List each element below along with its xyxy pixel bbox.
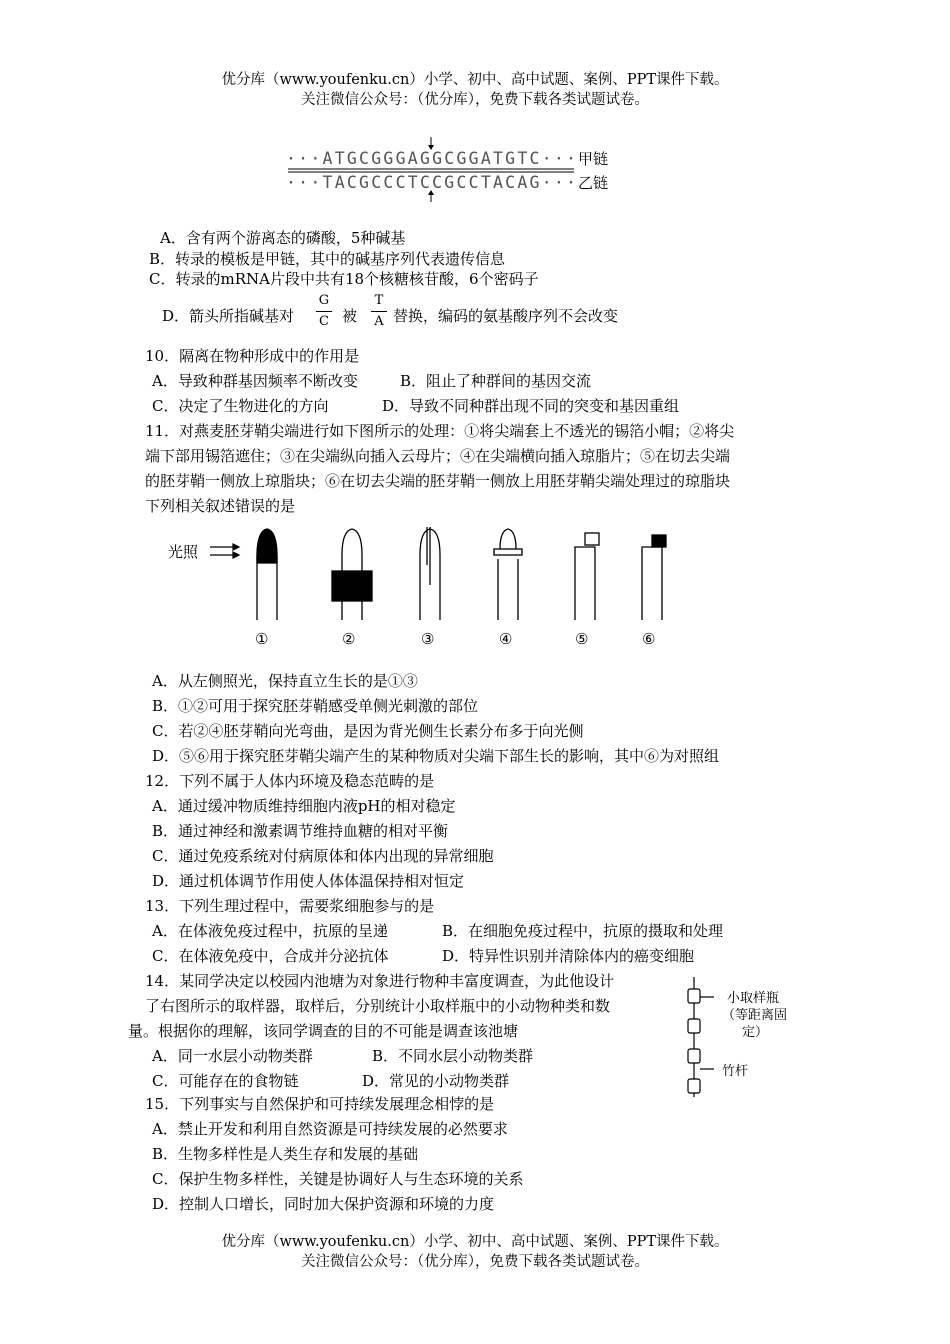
q13-option-b: B．在细胞免疫过程中，抗原的摄取和处理 xyxy=(442,922,724,940)
fraction-gc xyxy=(314,293,334,329)
q12-option-c: C．通过免疫系统对付病原体和体内出现的异常细胞 xyxy=(152,847,494,865)
q9-option-c: C．转录的mRNA片段中共有18个核糖核苷酸，6个密码子 xyxy=(149,270,539,288)
sample-bottle-3 xyxy=(688,1049,700,1063)
q13-option-a: A．在体液免疫过程中，抗原的呈递 xyxy=(152,922,388,940)
coleoptile-1 xyxy=(257,529,277,620)
q11-stem-line2: 端下部用锡箔遮住；③在尖端纵向插入云母片；④在尖端横向插入琼脂片；⑤在切去尖端 xyxy=(145,447,731,465)
q11-stem-line3: 的胚芽鞘一侧放上琼脂块；⑥在切去尖端的胚芽鞘一侧放上用胚芽鞘尖端处理过的琼脂块 xyxy=(145,472,731,490)
q15-option-b: B．生物多样性是人类生存和发展的基础 xyxy=(152,1145,419,1163)
q14-option-b: B．不同水层小动物类群 xyxy=(372,1047,534,1065)
q10-option-c: C．决定了生物进化的方向 xyxy=(152,397,329,415)
q14-stem-line1: 14．某同学决定以校园内池塘为对象进行物种丰富度调查，为此他设计 xyxy=(145,972,615,990)
fig-label-1: ① xyxy=(255,630,269,648)
q14-option-c: C．可能存在的食物链 xyxy=(152,1072,299,1090)
q11-stem-line1: 11．对燕麦胚芽鞘尖端进行如下图所示的处理：①将尖端套上不透光的锡箔小帽；②将尖 xyxy=(145,422,735,440)
chain-label-yi: 乙链 xyxy=(578,174,609,192)
sample-bottle-4 xyxy=(688,1079,700,1093)
fraction-ta xyxy=(369,293,389,329)
sampler-label-note2: 定） xyxy=(742,1025,769,1040)
fraction-gc-top: G xyxy=(318,293,330,308)
q9-option-d-pre: D．箭头所指碱基对 xyxy=(162,307,295,325)
q14-option-d: D．常见的小动物类群 xyxy=(362,1072,510,1090)
q14-option-a: A．同一水层小动物类群 xyxy=(152,1047,313,1065)
fraction-ta-top: T xyxy=(374,293,384,308)
q10-option-b: B．阻止了种群间的基因交流 xyxy=(400,372,592,390)
q14-stem-line3: 量。根据你的理解，该同学调查的目的不可能是调查该池塘 xyxy=(128,1022,519,1040)
fraction-ta-bottom: A xyxy=(374,314,384,329)
chain-label-jia: 甲链 xyxy=(578,150,609,168)
q11-stem-line4: 下列相关叙述错误的是 xyxy=(145,497,296,515)
coleoptile-figure xyxy=(205,525,685,625)
sampler-label-note: （等距离固 xyxy=(722,1008,788,1023)
dna-chain-1: ···ATGCGGGAGGCGGATGTC··· xyxy=(286,149,576,168)
q10-stem: 10．隔离在物种形成中的作用是 xyxy=(145,347,360,365)
page-header-line1: 优分库（www.youfenku.cn）小学、初中、高中试题、案例、PPT课件下载。 xyxy=(221,72,729,88)
q9-option-b: B．转录的模板是甲链，其中的碱基序列代表遗传信息 xyxy=(149,250,506,268)
dna-sequence-figure xyxy=(284,134,624,204)
q11-option-d: D．⑤⑥用于探究胚芽鞘尖端产生的某种物质对尖端下部生长的影响，其中⑥为对照组 xyxy=(152,747,720,765)
q12-option-a: A．通过缓冲物质维持细胞内液pH的相对稳定 xyxy=(152,797,456,815)
page-header-line2: 关注微信公众号：（优分库），免费下载各类试题试卷。 xyxy=(301,92,649,108)
fig-label-4: ④ xyxy=(499,630,513,648)
fig-label-6: ⑥ xyxy=(642,630,656,648)
q9-option-d-post: 替换，编码的氨基酸序列不会改变 xyxy=(393,307,619,325)
q10-option-d: D．导致不同种群出现不同的突变和基因重组 xyxy=(382,397,680,415)
sample-bottle-1 xyxy=(688,989,700,1003)
coleoptile-2 xyxy=(332,529,372,620)
light-label: 光照 xyxy=(168,543,199,561)
coleoptile-3 xyxy=(420,527,440,620)
page-footer-line1: 优分库（www.youfenku.cn）小学、初中、高中试题、案例、PPT课件下载。 xyxy=(221,1234,729,1250)
coleoptile-5 xyxy=(575,533,599,620)
q12-option-d: D．通过机体调节作用使人体体温保持相对恒定 xyxy=(152,872,465,890)
sampler-label-pole: 竹杆 xyxy=(722,1064,749,1079)
q11-option-a: A．从左侧照光，保持直立生长的是①③ xyxy=(152,672,418,690)
q9-option-a: A．含有两个游离态的磷酸，5种碱基 xyxy=(160,229,406,247)
q11-option-b: B．①②可用于探究胚芽鞘感受单侧光刺激的部位 xyxy=(152,697,479,715)
q10-option-a: A．导致种群基因频率不断改变 xyxy=(152,372,358,390)
light-arrows-icon xyxy=(210,544,239,558)
fig-label-3: ③ xyxy=(421,630,435,648)
q15-option-a: A．禁止开发和利用自然资源是可持续发展的必然要求 xyxy=(152,1120,508,1138)
fig-label-5: ⑤ xyxy=(575,630,589,648)
q12-option-b: B．通过神经和激素调节维持血糖的相对平衡 xyxy=(152,822,449,840)
q13-stem: 13．下列生理过程中，需要浆细胞参与的是 xyxy=(145,897,435,915)
fraction-gc-bottom: C xyxy=(319,314,329,329)
page-footer-line2: 关注微信公众号：（优分库），免费下载各类试题试卷。 xyxy=(301,1254,649,1270)
q15-option-d: D．控制人口增长，同时加大保护资源和环境的力度 xyxy=(152,1195,495,1213)
q12-stem: 12．下列不属于人体内环境及稳态范畴的是 xyxy=(145,772,435,790)
q9-option-d-mid: 被 xyxy=(342,307,358,325)
coleoptile-4 xyxy=(494,529,522,620)
q14-stem-line2: 了右图所示的取样器，取样后，分别统计小取样瓶中的小动物种类和数 xyxy=(145,997,611,1015)
dna-chain-2: ···TACGCCCTCCGCCTACAG··· xyxy=(286,173,576,192)
q11-option-c: C．若②④胚芽鞘向光弯曲，是因为背光侧生长素分布多于向光侧 xyxy=(152,722,584,740)
q13-option-c: C．在体液免疫中，合成并分泌抗体 xyxy=(152,947,389,965)
fig-label-2: ② xyxy=(342,630,356,648)
sample-bottle-2 xyxy=(688,1019,700,1033)
coleoptile-6 xyxy=(642,535,666,620)
q15-option-c: C．保护生物多样性，关键是协调好人与生态环境的关系 xyxy=(152,1170,524,1188)
sampler-label-bottle: 小取样瓶 xyxy=(727,991,780,1006)
q15-stem: 15．下列事实与自然保护和可持续发展理念相悖的是 xyxy=(145,1095,495,1113)
sampler-figure xyxy=(684,975,724,1100)
q13-option-d: D．特异性识别并清除体内的癌变细胞 xyxy=(442,947,695,965)
